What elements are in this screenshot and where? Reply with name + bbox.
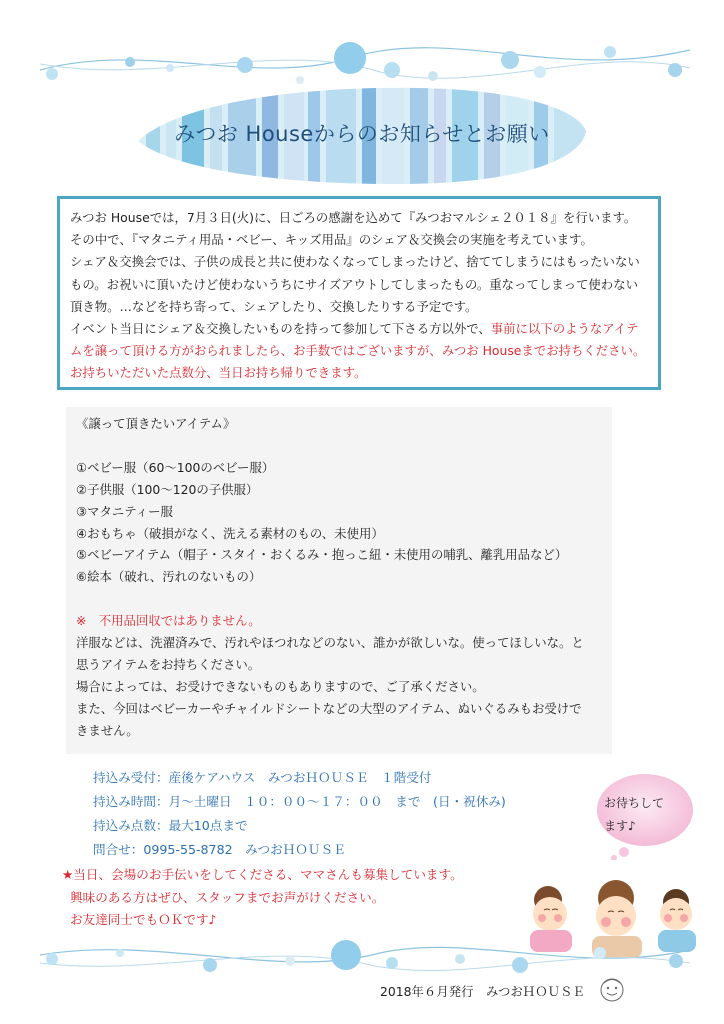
volunteer-line: 興味のある方はぜひ、スタッフまでお声がけください。 (62, 889, 385, 905)
bubble-line: お待ちして (604, 796, 665, 810)
children-illustration (520, 880, 710, 960)
speech-bubble-text (604, 792, 684, 838)
item-entry: ③マタニティー服 (76, 503, 173, 519)
items-note: また、今回はベビーカーやチャイルドシートなどの大型のアイテム、ぬいぐるみもお受けで (76, 700, 582, 716)
item-entry: ④おもちゃ（破損がなく、洗える素材のもの、未使用） (76, 525, 384, 541)
footer-issue-date: 2018年６月発行 みつおＨＯＵＳＥ (380, 984, 585, 999)
volunteer-line: ★当日、会場のお手伝いをしてくださる、ママさんも募集しています。 (62, 867, 463, 882)
notice-line: その中で、『マタニティ用品・ベビー、キッズ用品』のシェア＆交換会の実施を考えています。 (70, 232, 593, 248)
drop-off-info (93, 766, 506, 862)
drop-off-hours: 持込み時間：月～土曜日 １０：００～１７：００ まで (日・祝休み) (93, 794, 506, 809)
item-entry: ⑤ベビーアイテム（帽子・スタイ・おくるみ・抱っこ紐・未使用の哺乳、離乳用品など） (76, 547, 568, 563)
notice-line-highlight: 事前に以下のようなアイテ (490, 321, 639, 337)
notice-line: シェア＆交換会では、子供の成長と共に使わなくなってしまったけど、捨ててしまうにはもったいない (70, 254, 640, 270)
notice-line: もの。お祝いに頂いたけど使わないうちにサイズアウトしてしまったもの。重なってしまって使わない (70, 276, 638, 292)
drop-off-limit: 持込み点数：最大10点まで (93, 818, 248, 833)
items-note: 場合によっては、お受けできないものもありますので、ご了承ください。 (76, 678, 485, 694)
bubble-line: ます♪ (604, 819, 636, 833)
page-title: みつお Houseからのお知らせとお願い (174, 122, 550, 146)
volunteer-line: お友達同士でもＯＫです♪ (62, 912, 217, 927)
items-note: 思うアイテムをお持ちください。 (76, 656, 261, 672)
item-entry: ①ベビー服（60～100のベビー服） (76, 459, 275, 475)
items-note: きません。 (76, 722, 139, 738)
volunteer-recruitment (62, 864, 463, 932)
items-panel (66, 407, 612, 754)
notice-line: みつお Houseでは，7月３日(火)に、日ごろの感謝を込めて『みつおマルシェ２０１８』を行います。 (70, 210, 637, 225)
notice-red-line: お持ちいただいた点数分、当日お持ち帰りできます。 (70, 365, 367, 381)
item-entry: ⑥絵本（破れ、汚れのないもの） (76, 569, 262, 585)
notice-line: 頂き物。…などを持ち寄って、シェアしたり、交換したりする予定です。 (70, 298, 478, 314)
items-heading: 《譲って頂きたいアイテム》 (76, 416, 236, 431)
drop-off-reception: 持込み受付：産後ケアハウス みつおＨＯＵＳＥ １階受付 (93, 770, 432, 785)
notice-box (57, 196, 661, 390)
items-note: 洋服などは、洗濯済みで、汚れやほつれなどのない、誰かが欲しいな。使ってほしいな。と (76, 635, 584, 651)
notice-line (70, 318, 648, 340)
notice-line-normal: イベント当日にシェア＆交換したいものを持って参加して下さる方以外で、 (70, 321, 491, 337)
notice-red-line: ムを譲って頂ける方がおられましたら、お手数ではございますが、みつお Houseまでお持ちください。 (70, 343, 646, 359)
item-entry: ②子供服（100～120の子供服） (76, 481, 259, 497)
smiling-face-icon (598, 975, 626, 1003)
items-note-title: ※ 不用品回収ではありません。 (76, 613, 261, 629)
contact-phone: 問合せ：0995-55-8782 みつおＨＯＵＳＥ (93, 842, 346, 857)
